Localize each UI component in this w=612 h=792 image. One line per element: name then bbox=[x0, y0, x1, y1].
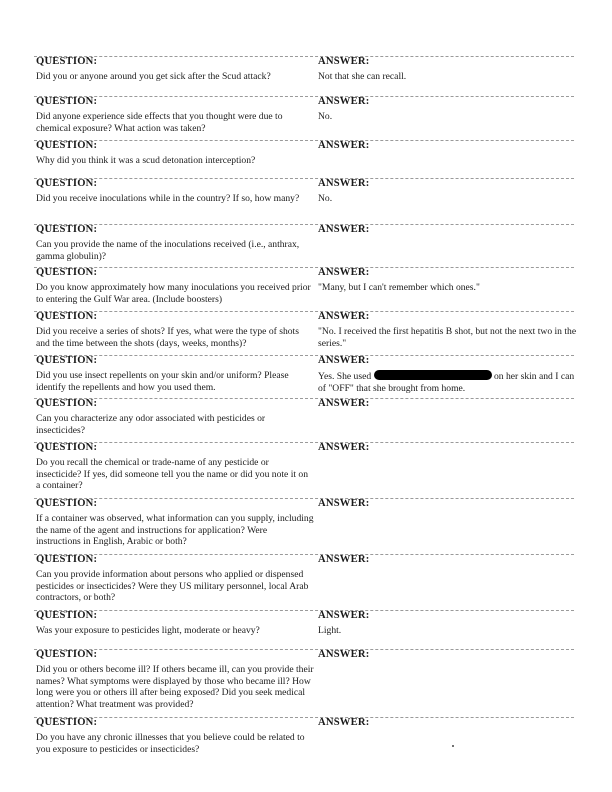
answer-cell bbox=[318, 178, 580, 205]
answer-cell bbox=[318, 442, 580, 457]
question-label: QUESTION: bbox=[36, 311, 98, 322]
answer-cell bbox=[318, 717, 580, 732]
question-text: Why did you think it was a scud detonation interception? bbox=[36, 155, 256, 166]
question-cell bbox=[36, 398, 314, 436]
question-label: QUESTION: bbox=[36, 140, 98, 151]
question-label: QUESTION: bbox=[36, 96, 98, 107]
question-cell bbox=[36, 442, 314, 492]
answer-text: "No. I received the first hepatitis B shot, but not the next two in the series." bbox=[318, 326, 577, 349]
question-text: Did you or anyone around you get sick after the Scud attack? bbox=[36, 71, 271, 82]
question-text: Can you provide information about persons who applied or dispensed pesticides or insecticides? Were they US military personnel, local Arab contractors, or both? bbox=[36, 569, 309, 604]
answer-text-start: Yes. She used bbox=[318, 371, 372, 382]
question-cell bbox=[36, 56, 314, 83]
answer-cell bbox=[318, 267, 580, 294]
question-cell bbox=[36, 311, 314, 349]
answer-cell bbox=[318, 224, 580, 239]
answer-cell bbox=[318, 610, 580, 637]
question-cell bbox=[36, 96, 314, 134]
answer-text: No. bbox=[318, 111, 333, 122]
answer-text bbox=[318, 370, 580, 394]
answer-cell bbox=[318, 398, 580, 413]
question-cell bbox=[36, 267, 314, 305]
question-cell bbox=[36, 224, 314, 262]
question-text: Do you have any chronic illnesses that you believe could be related to you exposure to pesticides or insecticides? bbox=[36, 732, 305, 755]
answer-cell bbox=[318, 96, 580, 123]
answer-label: ANSWER: bbox=[318, 554, 370, 565]
question-text: Was your exposure to pesticides light, moderate or heavy? bbox=[36, 625, 260, 636]
answer-label: ANSWER: bbox=[318, 267, 370, 278]
question-cell bbox=[36, 717, 314, 755]
answer-label: ANSWER: bbox=[318, 717, 370, 728]
question-text: Did you receive inoculations while in the country? If so, how many? bbox=[36, 193, 300, 204]
answer-label: ANSWER: bbox=[318, 56, 370, 67]
answer-label: ANSWER: bbox=[318, 355, 370, 366]
answer-label: ANSWER: bbox=[318, 140, 370, 151]
question-label: QUESTION: bbox=[36, 649, 98, 660]
question-text: Do you know approximately how many inoculations you received prior to entering the Gulf War area. (Include boosters) bbox=[36, 282, 311, 305]
answer-label: ANSWER: bbox=[318, 442, 370, 453]
question-label: QUESTION: bbox=[36, 398, 98, 409]
answer-label: ANSWER: bbox=[318, 311, 370, 322]
answer-cell bbox=[318, 649, 580, 664]
answer-label: ANSWER: bbox=[318, 498, 370, 509]
answer-text: "Many, but I can't remember which ones." bbox=[318, 282, 480, 293]
question-cell bbox=[36, 140, 314, 167]
question-text: Did you receive a series of shots? If yes, what were the type of shots and the time between the shots (days, weeks, months)? bbox=[36, 326, 299, 349]
question-label: QUESTION: bbox=[36, 224, 98, 235]
question-label: QUESTION: bbox=[36, 554, 98, 565]
scan-speck bbox=[452, 745, 454, 747]
answer-label: ANSWER: bbox=[318, 649, 370, 660]
answer-cell bbox=[318, 554, 580, 569]
question-text: Did you use insect repellents on your skin and/or uniform? Please identify the repellents and how you used them. bbox=[36, 370, 289, 393]
answer-label: ANSWER: bbox=[318, 96, 370, 107]
question-label: QUESTION: bbox=[36, 178, 98, 189]
question-cell bbox=[36, 610, 314, 637]
answer-cell bbox=[318, 311, 580, 349]
question-cell bbox=[36, 178, 314, 205]
question-cell bbox=[36, 649, 314, 710]
question-cell bbox=[36, 498, 314, 548]
answer-label: ANSWER: bbox=[318, 610, 370, 621]
question-text: Can you characterize any odor associated with pesticides or insecticides? bbox=[36, 413, 266, 436]
question-cell bbox=[36, 554, 314, 604]
answer-label: ANSWER: bbox=[318, 224, 370, 235]
answer-label: ANSWER: bbox=[318, 398, 370, 409]
answer-cell bbox=[318, 355, 580, 394]
question-text: If a container was observed, what information can you supply, including the name of the agent and instructions for application? Were instructions in English, Arabic or both? bbox=[36, 513, 314, 548]
question-label: QUESTION: bbox=[36, 355, 98, 366]
question-label: QUESTION: bbox=[36, 442, 98, 453]
answer-text: No. bbox=[318, 193, 333, 204]
question-label: QUESTION: bbox=[36, 717, 98, 728]
answer-text: Light. bbox=[318, 625, 342, 636]
question-cell bbox=[36, 355, 314, 393]
question-text: Did anyone experience side effects that you thought were due to chemical exposure? What action was taken? bbox=[36, 111, 283, 134]
question-label: QUESTION: bbox=[36, 498, 98, 509]
answer-text: Not that she can recall. bbox=[318, 71, 407, 82]
question-text: Can you provide the name of the inoculations received (i.e., anthrax, gamma globulin)? bbox=[36, 239, 300, 262]
answer-label: ANSWER: bbox=[318, 178, 370, 189]
question-label: QUESTION: bbox=[36, 610, 98, 621]
answer-cell bbox=[318, 56, 580, 83]
answer-cell bbox=[318, 140, 580, 155]
question-text: Do you recall the chemical or trade-name of any pesticide or insecticide? If yes, did someone tell you the name or did you note it on a container? bbox=[36, 457, 309, 492]
answer-text-end: on her skin and I can of "OFF" that she brought from home. bbox=[318, 371, 575, 394]
answer-cell bbox=[318, 498, 580, 513]
question-label: QUESTION: bbox=[36, 267, 98, 278]
redaction-bar bbox=[374, 370, 492, 380]
question-text: Did you or others become ill? If others became ill, can you provide their names? What symptoms were displayed by those who became ill? How long were you or others ill after being exposed? Did you seek medical attention? What treatment was provided? bbox=[36, 664, 314, 710]
question-label: QUESTION: bbox=[36, 56, 98, 67]
